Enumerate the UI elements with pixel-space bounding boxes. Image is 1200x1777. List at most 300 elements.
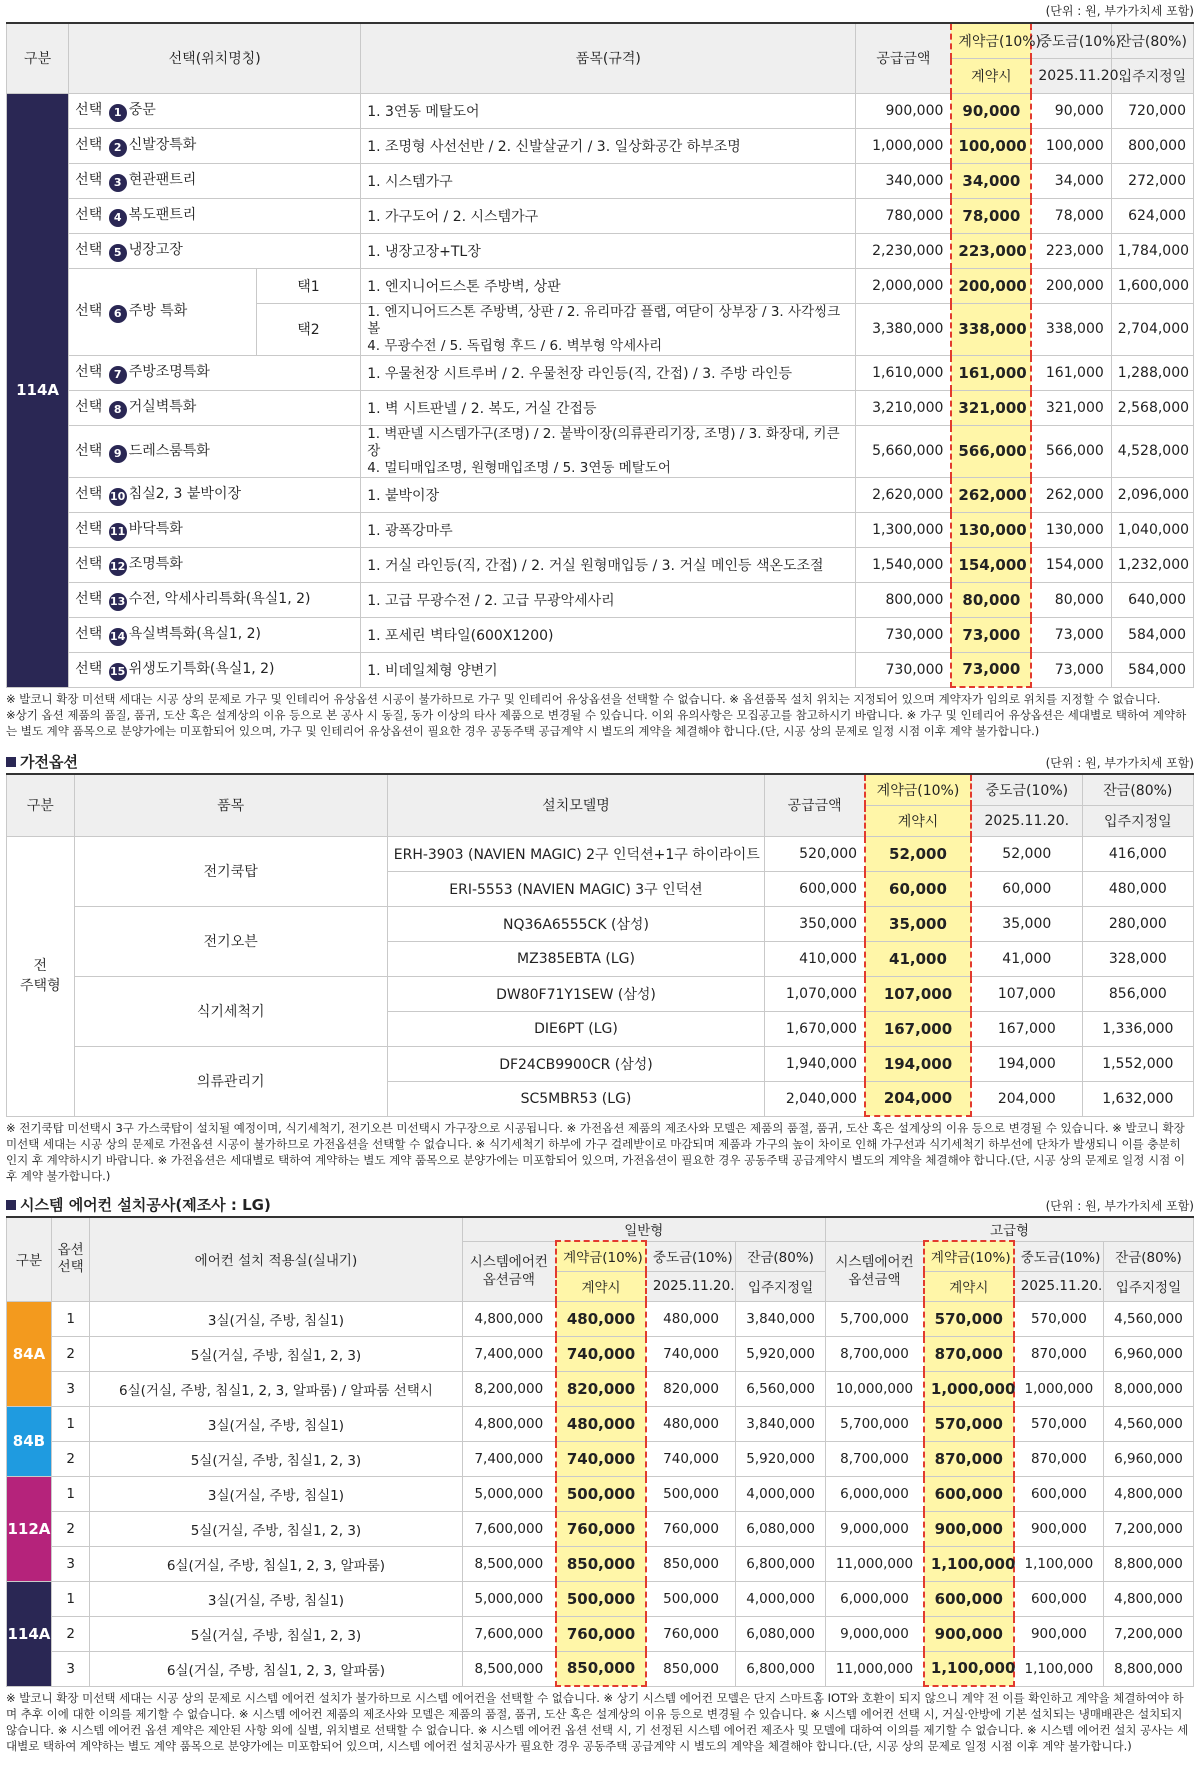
- col-room: 에어컨 설치 적용실(실내기): [90, 1217, 462, 1301]
- balance-cell: 624,000: [1111, 198, 1193, 233]
- table-row: [7, 477, 1194, 512]
- normal-balance-cell: 6,080,000: [736, 1616, 826, 1651]
- number-badge: 9: [109, 445, 127, 463]
- model-cell: NQ36A6555CK (삼성): [387, 906, 764, 941]
- premium-balance-cell: 7,200,000: [1104, 1616, 1194, 1651]
- room-cell: 3실(거실, 주방, 침실1): [90, 1406, 462, 1441]
- col-balance: 잔금(80%): [1082, 774, 1193, 805]
- appliance-name: 전기오븐: [74, 906, 387, 976]
- section-title-appliance: 가전옵션: [6, 751, 78, 773]
- section-title-aircon: 시스템 에어컨 설치공사(제조사 : LG): [6, 1194, 271, 1216]
- kitchen-option-2: 택2: [256, 303, 360, 355]
- balance-cell: 1,600,000: [1111, 268, 1193, 303]
- premium-sys-cell: 5,700,000: [826, 1301, 924, 1336]
- room-cell: 5실(거실, 주방, 침실1, 2, 3): [90, 1616, 462, 1651]
- balance-cell: 480,000: [1082, 871, 1193, 906]
- supply-cell: 900,000: [856, 93, 951, 128]
- normal-deposit-cell: 480,000: [556, 1406, 646, 1441]
- appliance-name: 전기쿡탑: [74, 836, 387, 906]
- supply-cell: 1,070,000: [765, 976, 865, 1011]
- table-row: [7, 1406, 1194, 1441]
- premium-deposit-cell: 600,000: [924, 1476, 1014, 1511]
- room-cell: 3실(거실, 주방, 침실1): [90, 1476, 462, 1511]
- premium-balance-cell: 6,960,000: [1104, 1441, 1194, 1476]
- normal-balance-cell: 3,840,000: [736, 1301, 826, 1336]
- deposit-cell: 566,000: [951, 425, 1031, 477]
- deposit-cell: 262,000: [951, 477, 1031, 512]
- option-cell: 2: [51, 1616, 89, 1651]
- premium-deposit-cell: 900,000: [924, 1616, 1014, 1651]
- deposit-cell: 78,000: [951, 198, 1031, 233]
- premium-sys-cell: 9,000,000: [826, 1616, 924, 1651]
- normal-balance-cell: 4,000,000: [736, 1581, 826, 1616]
- table-row: [7, 1441, 1194, 1476]
- deposit-cell: 34,000: [951, 163, 1031, 198]
- col-balance-when: 입주지정일: [736, 1271, 826, 1301]
- table-row: [7, 1301, 1194, 1336]
- supply-cell: 2,620,000: [856, 477, 951, 512]
- choice-cell: 선택 2 신발장특화: [69, 128, 361, 163]
- col-supply: 공급금액: [765, 774, 865, 836]
- normal-sys-cell: 7,400,000: [462, 1441, 556, 1476]
- deposit-cell: 223,000: [951, 233, 1031, 268]
- deposit-cell: 167,000: [865, 1011, 971, 1046]
- normal-balance-cell: 6,560,000: [736, 1371, 826, 1406]
- balance-cell: 720,000: [1111, 93, 1193, 128]
- normal-sys-cell: 7,400,000: [462, 1336, 556, 1371]
- balance-cell: 416,000: [1082, 836, 1193, 871]
- premium-middle-cell: 1,000,000: [1014, 1371, 1104, 1406]
- model-cell: ERI-5553 (NAVIEN MAGIC) 3구 인덕션: [387, 871, 764, 906]
- middle-cell: 34,000: [1031, 163, 1111, 198]
- square-bullet-icon: [6, 1200, 16, 1210]
- supply-cell: 780,000: [856, 198, 951, 233]
- table-row: [7, 1546, 1194, 1581]
- table-row: [7, 1581, 1194, 1616]
- middle-cell: 100,000: [1031, 128, 1111, 163]
- option-cell: 1: [51, 1476, 89, 1511]
- normal-sys-cell: 5,000,000: [462, 1476, 556, 1511]
- supply-cell: 600,000: [765, 871, 865, 906]
- supply-cell: 730,000: [856, 652, 951, 687]
- model-cell: DIE6PT (LG): [387, 1011, 764, 1046]
- choice-cell: 선택 11 바닥특화: [69, 512, 361, 547]
- number-badge: 7: [109, 366, 127, 384]
- balance-cell: 800,000: [1111, 128, 1193, 163]
- item-cell: 1. 3연동 메탈도어: [361, 93, 856, 128]
- number-badge: 14: [109, 628, 127, 646]
- section-header-3: [6, 1190, 1194, 1216]
- col-item: 품목(규격): [361, 23, 856, 93]
- supply-cell: 2,040,000: [765, 1081, 865, 1116]
- table-row: [7, 1616, 1194, 1651]
- item-cell: 1. 엔지니어드스톤 주방벽, 상판 / 2. 유리마감 플랩, 여닫이 상부장 / 3. 사각씽크볼 4. 무광수전 / 5. 독립형 후드 / 6. 벽부형 악세사리: [361, 303, 856, 355]
- col-deposit-when: 계약시: [556, 1271, 646, 1301]
- supply-cell: 3,380,000: [856, 303, 951, 355]
- table-row: [7, 652, 1194, 687]
- col-deposit-when: 계약시: [924, 1271, 1014, 1301]
- balance-cell: 2,568,000: [1111, 390, 1193, 425]
- col-balance: 잔금(80%): [736, 1241, 826, 1271]
- unit-note-2: (단위 : 원, 부가가치세 포함): [1045, 756, 1194, 770]
- choice-cell: 선택 13 수전, 악세사리특화(욕실1, 2): [69, 582, 361, 617]
- normal-deposit-cell: 500,000: [556, 1581, 646, 1616]
- premium-deposit-cell: 1,000,000: [924, 1371, 1014, 1406]
- col-sys-premium: 시스템에어컨 옵션금액: [826, 1241, 924, 1301]
- number-badge: 11: [109, 523, 127, 541]
- col-middle: 중도금(10%): [1031, 23, 1111, 58]
- normal-middle-cell: 480,000: [646, 1406, 736, 1441]
- room-cell: 3실(거실, 주방, 침실1): [90, 1581, 462, 1616]
- choice-cell: 선택 4 복도팬트리: [69, 198, 361, 233]
- deposit-cell: 41,000: [865, 941, 971, 976]
- premium-balance-cell: 6,960,000: [1104, 1336, 1194, 1371]
- supply-cell: 1,610,000: [856, 355, 951, 390]
- normal-deposit-cell: 850,000: [556, 1651, 646, 1686]
- deposit-cell: 321,000: [951, 390, 1031, 425]
- aircon-option-table: [6, 1216, 1194, 1687]
- table-row: [7, 233, 1194, 268]
- supply-cell: 340,000: [856, 163, 951, 198]
- deposit-cell: 80,000: [951, 582, 1031, 617]
- item-cell: 1. 광폭강마루: [361, 512, 856, 547]
- premium-middle-cell: 870,000: [1014, 1441, 1104, 1476]
- option-cell: 1: [51, 1406, 89, 1441]
- middle-cell: 566,000: [1031, 425, 1111, 477]
- option-cell: 2: [51, 1441, 89, 1476]
- balance-cell: 856,000: [1082, 976, 1193, 1011]
- balance-cell: 280,000: [1082, 906, 1193, 941]
- table-row: [7, 93, 1194, 128]
- middle-cell: 223,000: [1031, 233, 1111, 268]
- choice-cell: 선택 1 중문: [69, 93, 361, 128]
- premium-sys-cell: 5,700,000: [826, 1406, 924, 1441]
- balance-cell: 328,000: [1082, 941, 1193, 976]
- middle-cell: 90,000: [1031, 93, 1111, 128]
- supply-cell: 1,670,000: [765, 1011, 865, 1046]
- middle-cell: 321,000: [1031, 390, 1111, 425]
- room-cell: 5실(거실, 주방, 침실1, 2, 3): [90, 1511, 462, 1546]
- normal-middle-cell: 850,000: [646, 1651, 736, 1686]
- deposit-cell: 204,000: [865, 1081, 971, 1116]
- kitchen-option-1: 택1: [256, 268, 360, 303]
- number-badge: 5: [109, 244, 127, 262]
- middle-cell: 204,000: [971, 1081, 1082, 1116]
- normal-sys-cell: 7,600,000: [462, 1616, 556, 1651]
- col-gubun: 구분: [7, 23, 69, 93]
- deposit-cell: 60,000: [865, 871, 971, 906]
- type-112A: 112A: [7, 1476, 52, 1581]
- number-badge: 10: [109, 488, 127, 506]
- table-row: [7, 976, 1194, 1011]
- model-cell: DF24CB9900CR (삼성): [387, 1046, 764, 1081]
- normal-deposit-cell: 480,000: [556, 1301, 646, 1336]
- table-row: [7, 355, 1194, 390]
- col-option: 옵션 선택: [51, 1217, 89, 1301]
- deposit-cell: 52,000: [865, 836, 971, 871]
- premium-balance-cell: 4,560,000: [1104, 1406, 1194, 1441]
- model-cell: MZ385EBTA (LG): [387, 941, 764, 976]
- deposit-cell: 73,000: [951, 617, 1031, 652]
- table-row: [7, 268, 1194, 303]
- normal-middle-cell: 500,000: [646, 1476, 736, 1511]
- col-choice: 선택(위치명칭): [69, 23, 361, 93]
- premium-sys-cell: 8,700,000: [826, 1336, 924, 1371]
- premium-middle-cell: 870,000: [1014, 1336, 1104, 1371]
- normal-middle-cell: 820,000: [646, 1371, 736, 1406]
- table-row: [7, 163, 1194, 198]
- type-114A: 114A: [7, 93, 69, 687]
- deposit-cell: 200,000: [951, 268, 1031, 303]
- premium-deposit-cell: 600,000: [924, 1581, 1014, 1616]
- deposit-cell: 107,000: [865, 976, 971, 1011]
- middle-cell: 73,000: [1031, 652, 1111, 687]
- normal-deposit-cell: 500,000: [556, 1476, 646, 1511]
- balance-cell: 584,000: [1111, 652, 1193, 687]
- balance-cell: 640,000: [1111, 582, 1193, 617]
- option-cell: 3: [51, 1546, 89, 1581]
- normal-balance-cell: 5,920,000: [736, 1336, 826, 1371]
- premium-sys-cell: 9,000,000: [826, 1511, 924, 1546]
- premium-sys-cell: 6,000,000: [826, 1581, 924, 1616]
- balance-cell: 1,632,000: [1082, 1081, 1193, 1116]
- normal-middle-cell: 760,000: [646, 1616, 736, 1651]
- col-normal: 일반형: [462, 1217, 826, 1241]
- table-row: [7, 512, 1194, 547]
- type-114A: 114A: [7, 1581, 52, 1686]
- choice-cell: 선택 3 현관팬트리: [69, 163, 361, 198]
- choice-cell: 선택 15 위생도기특화(욕실1, 2): [69, 652, 361, 687]
- deposit-cell: 73,000: [951, 652, 1031, 687]
- col-middle-when: 2025.11.20.: [971, 805, 1082, 836]
- choice-cell: 선택 5 냉장고장: [69, 233, 361, 268]
- supply-cell: 1,540,000: [856, 547, 951, 582]
- premium-deposit-cell: 1,100,000: [924, 1546, 1014, 1581]
- col-balance-when: 입주지정일: [1082, 805, 1193, 836]
- model-cell: DW80F71Y1SEW (삼성): [387, 976, 764, 1011]
- premium-sys-cell: 10,000,000: [826, 1371, 924, 1406]
- premium-balance-cell: 4,800,000: [1104, 1581, 1194, 1616]
- normal-sys-cell: 7,600,000: [462, 1511, 556, 1546]
- option-cell: 2: [51, 1336, 89, 1371]
- item-cell: 1. 벽 시트판넬 / 2. 복도, 거실 간접등: [361, 390, 856, 425]
- premium-middle-cell: 600,000: [1014, 1476, 1104, 1511]
- number-badge: 1: [109, 104, 127, 122]
- normal-balance-cell: 5,920,000: [736, 1441, 826, 1476]
- col-middle: 중도금(10%): [1014, 1241, 1104, 1271]
- number-badge: 6: [109, 305, 127, 323]
- col-model: 설치모델명: [387, 774, 764, 836]
- middle-cell: 35,000: [971, 906, 1082, 941]
- col-gubun: 구분: [7, 774, 75, 836]
- middle-cell: 194,000: [971, 1046, 1082, 1081]
- number-badge: 15: [109, 663, 127, 681]
- balance-cell: 2,704,000: [1111, 303, 1193, 355]
- supply-cell: 730,000: [856, 617, 951, 652]
- deposit-cell: 100,000: [951, 128, 1031, 163]
- supply-cell: 800,000: [856, 582, 951, 617]
- room-cell: 6실(거실, 주방, 침실1, 2, 3, 알파룸): [90, 1651, 462, 1686]
- notes-3: ※ 발코니 확장 미선택 세대는 시공 상의 문제로 시스템 에어컨 설치가 불가하므로 시스템 에어컨을 선택할 수 없습니다. ※ 상기 시스템 에어컨 모델은 단지 스마트홈 IOT와 호환이 되지 않으니 계약 전 이를 확인하고 계약을 체결하여야 하며 추후 이에 대한 이의를 제기할 수 없습니다. ※ 시스템 에어컨 제품의 제조사와 모델은 제품의 품절, 품귀, 도산 혹은 설계상의 이유 등으로 변경될 수 있습니다. ※ 시스템 에어컨 선택 시, 거실·안방에 기본 설치되는 냉매배관은 설치되지 않습니다. ※ 시스템 에어컨 옵션 계약은 제안된 사항 외에 실별, 위치별로 선택할 수 없습니다. ※ 시스템 에어컨 옵션 선택 시, 기 선정된 시스템 에어컨 제조사 및 모델에 대하여 이의를 제기할 수 없습니다. ※ 시스템 에어컨 설치 공사는 세대별로 택하여 계약하는 별도 계약 품목으로 분양가에는 미포함되어 있으며, 시스템 에어컨 설치공사가 필요한 경우 공동주택 공급계약 시 별도의 계약을 체결해야 합니다.(단, 시공 상의 문제로 일정 시점 이후 계약 불가합니다.): [6, 1691, 1189, 1753]
- middle-cell: 52,000: [971, 836, 1082, 871]
- item-cell: 1. 냉장고장+TL장: [361, 233, 856, 268]
- middle-cell: 130,000: [1031, 512, 1111, 547]
- appliance-name: 의류관리기: [74, 1046, 387, 1116]
- col-premium: 고급형: [826, 1217, 1194, 1241]
- middle-cell: 262,000: [1031, 477, 1111, 512]
- table-row: [7, 836, 1194, 871]
- middle-cell: 41,000: [971, 941, 1082, 976]
- room-cell: 3실(거실, 주방, 침실1): [90, 1301, 462, 1336]
- balance-cell: 1,552,000: [1082, 1046, 1193, 1081]
- option-cell: 1: [51, 1301, 89, 1336]
- balance-cell: 272,000: [1111, 163, 1193, 198]
- room-cell: 6실(거실, 주방, 침실1, 2, 3, 알파룸) / 알파룸 선택시: [90, 1371, 462, 1406]
- col-deposit: 계약금(10%): [556, 1241, 646, 1271]
- premium-middle-cell: 900,000: [1014, 1511, 1104, 1546]
- middle-cell: 60,000: [971, 871, 1082, 906]
- normal-deposit-cell: 820,000: [556, 1371, 646, 1406]
- option-cell: 2: [51, 1511, 89, 1546]
- table-row: [7, 1511, 1194, 1546]
- normal-middle-cell: 740,000: [646, 1441, 736, 1476]
- table-row: [7, 1371, 1194, 1406]
- number-badge: 3: [109, 174, 127, 192]
- col-sys-normal: 시스템에어컨 옵션금액: [462, 1241, 556, 1301]
- col-balance: 잔금(80%): [1104, 1241, 1194, 1271]
- table-row: [7, 1651, 1194, 1686]
- premium-deposit-cell: 900,000: [924, 1511, 1014, 1546]
- middle-cell: 167,000: [971, 1011, 1082, 1046]
- table-row: [7, 128, 1194, 163]
- item-cell: 1. 우물천장 시트루버 / 2. 우물천장 라인등(직, 간접) / 3. 주방 라인등: [361, 355, 856, 390]
- normal-balance-cell: 4,000,000: [736, 1476, 826, 1511]
- supply-cell: 410,000: [765, 941, 865, 976]
- premium-balance-cell: 4,800,000: [1104, 1476, 1194, 1511]
- item-cell: 1. 엔지니어드스톤 주방벽, 상판: [361, 268, 856, 303]
- col-deposit: 계약금(10%): [951, 23, 1031, 58]
- type-all: 전 주택형: [7, 836, 75, 1116]
- balance-cell: 1,040,000: [1111, 512, 1193, 547]
- normal-deposit-cell: 760,000: [556, 1616, 646, 1651]
- option-cell: 1: [51, 1581, 89, 1616]
- table-row: [7, 582, 1194, 617]
- item-cell: 1. 포세린 벽타일(600X1200): [361, 617, 856, 652]
- table-row: [7, 390, 1194, 425]
- interior-option-table: [6, 22, 1194, 688]
- deposit-cell: 90,000: [951, 93, 1031, 128]
- premium-middle-cell: 570,000: [1014, 1406, 1104, 1441]
- col-middle-when: 2025.11.20.: [646, 1271, 736, 1301]
- supply-cell: 2,230,000: [856, 233, 951, 268]
- model-cell: ERH-3903 (NAVIEN MAGIC) 2구 인덕션+1구 하이라이트: [387, 836, 764, 871]
- number-badge: 4: [109, 209, 127, 227]
- normal-sys-cell: 8,500,000: [462, 1546, 556, 1581]
- middle-cell: 161,000: [1031, 355, 1111, 390]
- premium-middle-cell: 1,100,000: [1014, 1651, 1104, 1686]
- normal-sys-cell: 4,800,000: [462, 1301, 556, 1336]
- supply-cell: 1,000,000: [856, 128, 951, 163]
- premium-sys-cell: 6,000,000: [826, 1476, 924, 1511]
- choice-cell: 선택 7 주방조명특화: [69, 355, 361, 390]
- choice-cell: 선택 14 욕실벽특화(욕실1, 2): [69, 617, 361, 652]
- normal-deposit-cell: 740,000: [556, 1441, 646, 1476]
- unit-note-1: (단위 : 원, 부가가치세 포함): [1045, 4, 1194, 18]
- normal-balance-cell: 3,840,000: [736, 1406, 826, 1441]
- supply-cell: 1,300,000: [856, 512, 951, 547]
- middle-cell: 338,000: [1031, 303, 1111, 355]
- premium-deposit-cell: 570,000: [924, 1301, 1014, 1336]
- normal-middle-cell: 500,000: [646, 1581, 736, 1616]
- balance-cell: 4,528,000: [1111, 425, 1193, 477]
- premium-balance-cell: 8,800,000: [1104, 1651, 1194, 1686]
- balance-cell: 1,784,000: [1111, 233, 1193, 268]
- option-cell: 3: [51, 1651, 89, 1686]
- supply-cell: 2,000,000: [856, 268, 951, 303]
- normal-middle-cell: 740,000: [646, 1336, 736, 1371]
- number-badge: 13: [109, 593, 127, 611]
- model-cell: SC5MBR53 (LG): [387, 1081, 764, 1116]
- col-middle-when: 2025.11.20.: [1031, 58, 1111, 93]
- middle-cell: 154,000: [1031, 547, 1111, 582]
- item-cell: 1. 가구도어 / 2. 시스템가구: [361, 198, 856, 233]
- deposit-cell: 35,000: [865, 906, 971, 941]
- number-badge: 12: [109, 558, 127, 576]
- number-badge: 2: [109, 139, 127, 157]
- option-cell: 3: [51, 1371, 89, 1406]
- type-84A: 84A: [7, 1301, 52, 1406]
- middle-cell: 78,000: [1031, 198, 1111, 233]
- normal-balance-cell: 6,800,000: [736, 1651, 826, 1686]
- premium-sys-cell: 11,000,000: [826, 1546, 924, 1581]
- table-row: [7, 617, 1194, 652]
- deposit-cell: 338,000: [951, 303, 1031, 355]
- normal-middle-cell: 850,000: [646, 1546, 736, 1581]
- premium-sys-cell: 11,000,000: [826, 1651, 924, 1686]
- room-cell: 5실(거실, 주방, 침실1, 2, 3): [90, 1336, 462, 1371]
- option-price-document: [6, 0, 1194, 1754]
- balance-cell: 584,000: [1111, 617, 1193, 652]
- table-row: [7, 425, 1194, 477]
- section-header-2: [6, 747, 1194, 773]
- normal-deposit-cell: 850,000: [556, 1546, 646, 1581]
- normal-middle-cell: 760,000: [646, 1511, 736, 1546]
- deposit-cell: 154,000: [951, 547, 1031, 582]
- item-cell: 1. 벽판넬 시스템가구(조명) / 2. 붙박이장(의류관리기장, 조명) / 3. 화장대, 키큰장 4. 멀티매입조명, 원형매입조명 / 5. 3연동 메탈도어: [361, 425, 856, 477]
- col-balance-when: 입주지정일: [1111, 58, 1193, 93]
- normal-middle-cell: 480,000: [646, 1301, 736, 1336]
- premium-sys-cell: 8,700,000: [826, 1441, 924, 1476]
- col-deposit: 계약금(10%): [924, 1241, 1014, 1271]
- normal-sys-cell: 5,000,000: [462, 1581, 556, 1616]
- aircon-body: [7, 1301, 1194, 1686]
- middle-cell: 80,000: [1031, 582, 1111, 617]
- col-balance: 잔금(80%): [1111, 23, 1193, 58]
- item-cell: 1. 붙박이장: [361, 477, 856, 512]
- deposit-cell: 130,000: [951, 512, 1031, 547]
- item-cell: 1. 비데일체형 양변기: [361, 652, 856, 687]
- col-balance-when: 입주지정일: [1104, 1271, 1194, 1301]
- normal-balance-cell: 6,800,000: [736, 1546, 826, 1581]
- supply-cell: 3,210,000: [856, 390, 951, 425]
- appliance-name: 식기세척기: [74, 976, 387, 1046]
- appliance-option-table: [6, 773, 1194, 1117]
- table-row: [7, 1336, 1194, 1371]
- col-deposit: 계약금(10%): [865, 774, 971, 805]
- col-supply: 공급금액: [856, 23, 951, 93]
- col-middle: 중도금(10%): [971, 774, 1082, 805]
- premium-deposit-cell: 1,100,000: [924, 1651, 1014, 1686]
